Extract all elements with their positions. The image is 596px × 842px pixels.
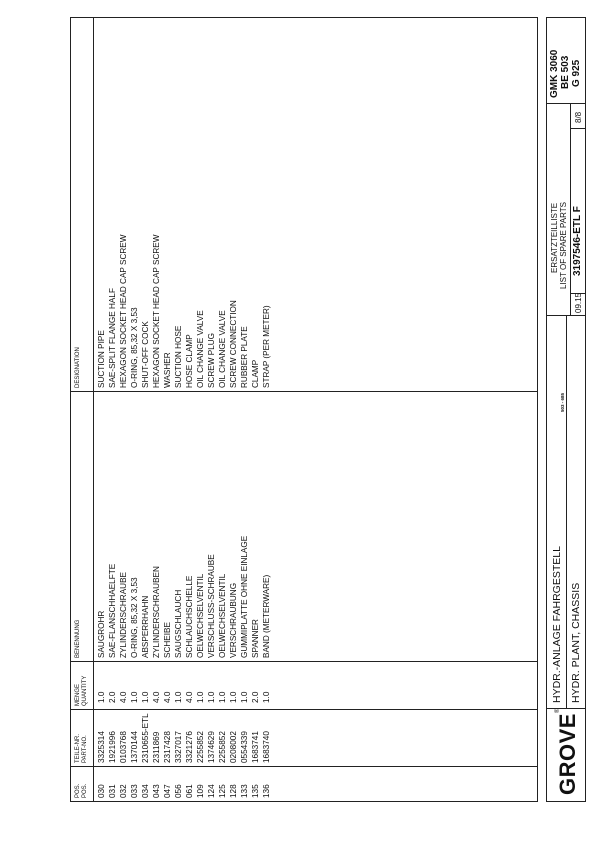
row-benennung: GUMMIPLATTE OHNE EINLAGE — [240, 535, 249, 658]
table-row — [195, 18, 206, 801]
row-part-no: 1683741 — [251, 731, 260, 763]
header-pos-en: POS. — [82, 783, 88, 798]
table-row — [184, 18, 195, 801]
row-quantity: 2.0 — [108, 691, 117, 703]
row-pos: 124 — [207, 784, 216, 798]
row-quantity: 1.0 — [207, 691, 216, 703]
table-row — [129, 18, 140, 801]
row-benennung: OELWECHSELVENTIL — [218, 573, 227, 658]
block-divider — [570, 104, 571, 316]
row-benennung: ZYLINDERSCHRAUBE — [119, 572, 128, 658]
header-qty-en: QUANTITY — [82, 675, 88, 706]
row-quantity: 1.0 — [174, 691, 183, 703]
assembly-title-de: HYDR.-ANLAGE FAHRGESTELL — [551, 546, 563, 703]
header-part-de: TEILE-NR. — [75, 733, 81, 763]
row-part-no: 3327017 — [174, 731, 183, 763]
parts-table — [70, 17, 538, 802]
page-number: 8/8 — [574, 111, 583, 123]
row-designation: OIL CHANGE VALVE — [218, 310, 227, 388]
row-pos: 047 — [163, 784, 172, 798]
row-benennung: SCHEIBE — [163, 622, 172, 658]
header-qty-de: MENGE — [75, 683, 81, 706]
row-designation: CLAMP — [251, 359, 260, 388]
row-part-no: 0208002 — [229, 731, 238, 763]
row-designation: SCREW CONNECTION — [229, 300, 238, 388]
row-benennung: ZYLINDERSCHRAUBEN — [152, 566, 161, 658]
row-designation: HOSE CLAMP — [185, 334, 194, 388]
model-code-g: G 925 — [571, 59, 582, 87]
row-quantity: 1.0 — [97, 691, 106, 703]
row-part-no: 3321276 — [185, 731, 194, 763]
row-pos: 135 — [251, 784, 260, 798]
row-quantity: 1.0 — [218, 691, 227, 703]
row-benennung: SCHLAUCHSCHELLE — [185, 575, 194, 658]
row-quantity: 4.0 — [119, 691, 128, 703]
block-divider — [547, 103, 585, 104]
table-row — [217, 18, 228, 801]
document-number: 3197546-ETL F — [572, 206, 583, 276]
header-part-en: PART-NO. — [82, 735, 88, 763]
row-part-no: 3325314 — [97, 731, 106, 763]
table-row — [140, 18, 151, 801]
row-designation: WASHER — [163, 352, 172, 388]
row-part-no: 2255852 — [196, 731, 205, 763]
row-pos: 030 — [97, 784, 106, 798]
row-designation: STRAP (PER METER) — [262, 305, 271, 388]
row-pos: 125 — [218, 784, 227, 798]
header-pos — [75, 784, 89, 798]
header-qty — [75, 676, 89, 706]
row-benennung: OELWECHSELVENTIL — [196, 573, 205, 658]
row-designation: SUCTION HOSE — [174, 325, 183, 388]
row-pos: 136 — [262, 784, 271, 798]
row-quantity: 1.0 — [240, 691, 249, 703]
header-name-de: BENENNUNG — [75, 619, 81, 658]
row-part-no: 2310655-ETL — [141, 713, 150, 763]
row-part-no: 1683740 — [262, 731, 271, 763]
row-quantity: 1.0 — [141, 691, 150, 703]
table-row — [250, 18, 261, 801]
row-pos: 061 — [185, 784, 194, 798]
table-row — [107, 18, 118, 801]
header-name-en: DESIGNATION — [75, 347, 81, 388]
row-pos: 032 — [119, 784, 128, 798]
row-benennung: SAE-FLANSCHHAELFTE — [108, 563, 117, 658]
header-rule — [93, 18, 94, 801]
row-designation: SUCTION PIPE — [97, 330, 106, 388]
row-designation: RUBBER PLATE — [240, 326, 249, 388]
list-title-en: LIST OF SPARE PARTS — [559, 202, 568, 289]
table-row — [173, 18, 184, 801]
model-code-be: BE 503 — [560, 55, 571, 89]
crane-model: GMK 3060 — [549, 49, 560, 98]
row-part-no: 1374629 — [207, 731, 216, 763]
row-quantity: 1.0 — [229, 691, 238, 703]
row-pos: 033 — [130, 784, 139, 798]
row-designation: SCREW PLUG — [207, 332, 216, 388]
row-part-no: 2255852 — [218, 731, 227, 763]
row-pos: 031 — [108, 784, 117, 798]
block-divider — [570, 128, 585, 129]
row-benennung: SPANNER — [251, 619, 260, 658]
row-quantity: 4.0 — [163, 691, 172, 703]
row-pos: 128 — [229, 784, 238, 798]
revision-date: 09.15 — [574, 292, 583, 313]
row-part-no: 0103768 — [119, 731, 128, 763]
assembly-title-en: HYDR. PLANT, CHASSIS — [570, 582, 582, 703]
table-row — [151, 18, 162, 801]
table-row — [261, 18, 272, 801]
row-benennung: BAND (METERWARE) — [262, 574, 271, 658]
row-pos: 056 — [174, 784, 183, 798]
row-benennung: SAUGROHR — [97, 610, 106, 658]
title-block — [546, 17, 586, 802]
list-title-de: ERSATZTEILLISTE — [550, 202, 559, 273]
row-pos: 109 — [196, 784, 205, 798]
table-row — [118, 18, 129, 801]
row-part-no: 2311869 — [152, 731, 161, 763]
row-quantity: 1.0 — [130, 691, 139, 703]
row-part-no: 1370144 — [130, 731, 139, 763]
table-row — [96, 18, 107, 801]
row-designation: O-RING, 85,32 X 3,53 — [130, 307, 139, 388]
row-quantity: 4.0 — [185, 691, 194, 703]
row-quantity: 4.0 — [152, 691, 161, 703]
row-benennung: ABSPERRHAHN — [141, 595, 150, 658]
header-pos-de: POS. — [75, 783, 81, 798]
row-benennung: O-RING, 85,32 X 3,53 — [130, 577, 139, 658]
side-reference-code: 503 - 685 — [560, 392, 565, 412]
row-part-no: 1921996 — [108, 731, 117, 763]
row-benennung: SAUGSCHLAUCH — [174, 589, 183, 658]
row-pos: 043 — [152, 784, 161, 798]
row-designation: SAE-SPLIT FLANGE HALF — [108, 288, 117, 388]
row-pos: 034 — [141, 784, 150, 798]
row-designation: SHUT-OFF COCK — [141, 321, 150, 388]
row-part-no: 2317428 — [163, 731, 172, 763]
row-benennung: VERSCHRAUBUNG — [229, 582, 238, 658]
block-divider — [566, 316, 567, 709]
row-designation: HEXAGON SOCKET HEAD CAP SCREW — [119, 234, 128, 388]
row-quantity: 1.0 — [262, 691, 271, 703]
registered-mark: ® — [555, 708, 561, 714]
row-designation: HEXAGON SOCKET HEAD CAP SCREW — [152, 234, 161, 388]
table-row — [206, 18, 217, 801]
table-row — [228, 18, 239, 801]
row-pos: 133 — [240, 784, 249, 798]
row-benennung: VERSCHLUSS-SCHRAUBE — [207, 554, 216, 658]
block-divider — [547, 315, 585, 316]
row-part-no: 0554339 — [240, 731, 249, 763]
row-quantity: 2.0 — [251, 691, 260, 703]
table-row — [162, 18, 173, 801]
grove-logo — [555, 708, 581, 795]
row-quantity: 1.0 — [196, 691, 205, 703]
header-part — [75, 734, 89, 763]
logo-text: GROVE — [555, 713, 580, 795]
table-row — [239, 18, 250, 801]
row-designation: OIL CHANGE VALVE — [196, 310, 205, 388]
